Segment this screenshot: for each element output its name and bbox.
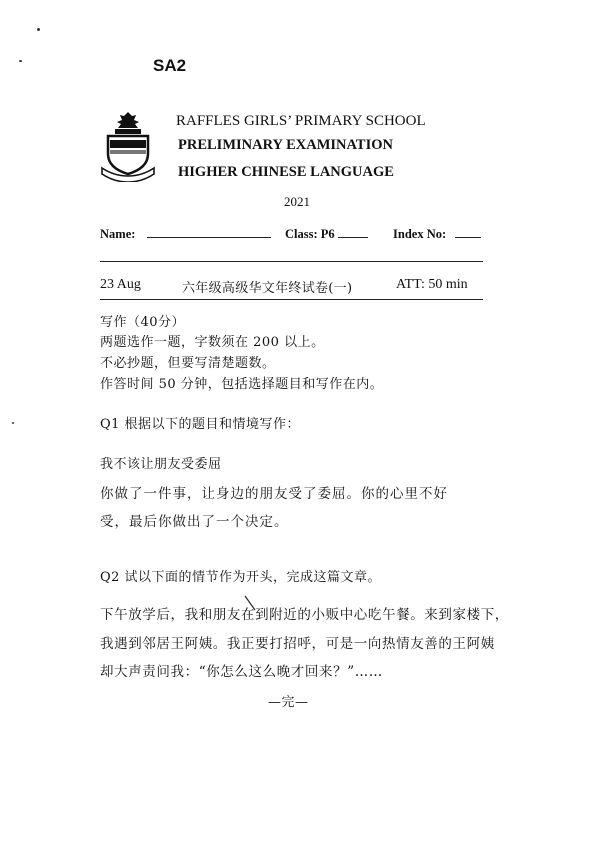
instruction-line: 作答时间 50 分钟，包括选择题目和写作在内。	[100, 377, 384, 392]
instruction-line: 写作（40分）	[100, 315, 186, 330]
exam-title: PRELIMINARY EXAMINATION	[178, 137, 393, 153]
q1-line: 你做了一件事，让身边的朋友受了委屈。你的心里不好	[100, 486, 448, 502]
q2-line: 我遇到邻居王阿姨。我正要打招呼，可是一向热情友善的王阿姨	[100, 636, 495, 652]
scan-speck	[19, 60, 22, 62]
q2-line: 下午放学后，我和朋友在到附近的小贩中心吃午餐。来到家楼下，	[100, 607, 509, 623]
index-field[interactable]	[393, 226, 481, 242]
end-mark: —完—	[268, 695, 309, 710]
instruction-line: 两题选作一题，字数须在 200 以上。	[100, 335, 325, 350]
q2-line: 却大声责问我：“你怎么这么晚才回来？”……	[100, 664, 383, 680]
q1-prompt: Q1 根据以下的题目和情境写作：	[100, 417, 301, 432]
class-label: Class: P6	[285, 227, 335, 241]
scan-speck	[12, 422, 14, 424]
paper-code-label: SA2	[153, 56, 187, 75]
index-label: Index No:	[393, 227, 447, 241]
paper-date: 23 Aug	[100, 277, 141, 292]
scan-speck	[37, 28, 40, 31]
instruction-line: 不必抄题，但要写清楚题数。	[100, 356, 276, 371]
class-blank[interactable]	[338, 226, 368, 238]
school-crest-logo	[100, 110, 156, 182]
subject-title: HIGHER CHINESE LANGUAGE	[178, 164, 394, 180]
exam-year: 2021	[284, 194, 310, 209]
q1-topic: 我不该让朋友受委屈	[100, 457, 222, 472]
name-label: Name:	[100, 227, 136, 241]
paper-title: 六年级高级华文年终试卷(一)	[182, 281, 353, 296]
divider-line	[100, 299, 483, 300]
q1-line: 受，最后你做出了一个决定。	[100, 514, 289, 530]
divider-line	[100, 261, 483, 262]
name-blank[interactable]	[147, 226, 271, 238]
school-name: RAFFLES GIRLS’ PRIMARY SCHOOL	[176, 113, 426, 129]
paper-duration: ATT: 50 min	[396, 277, 468, 292]
name-field[interactable]	[100, 226, 271, 242]
index-blank[interactable]	[455, 226, 481, 238]
q2-prompt: Q2 试以下面的情节作为开头，完成这篇文章。	[100, 570, 382, 585]
class-field[interactable]	[285, 226, 368, 242]
pencil-mark	[243, 595, 257, 615]
